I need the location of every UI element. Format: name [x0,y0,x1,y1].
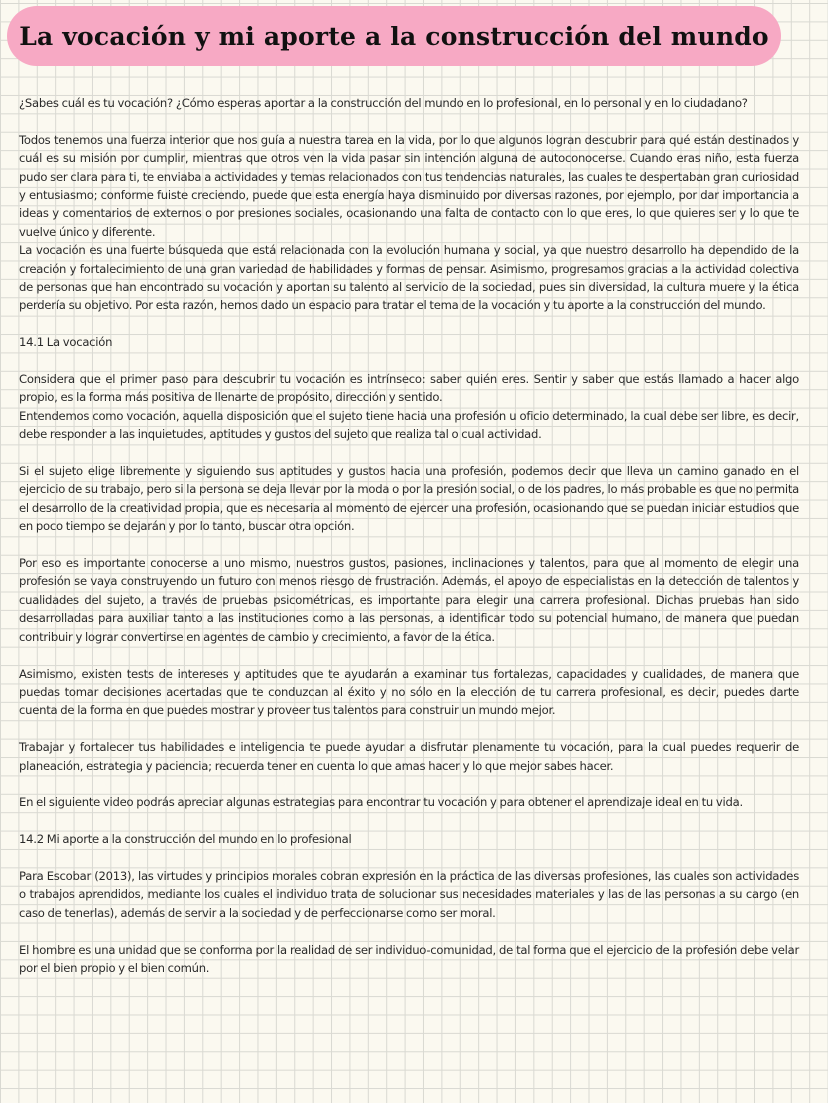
intro-question: ¿Sabes cuál es tu vocación? ¿Cómo esperas aportar a la construcción del mundo en lo profesional, en lo personal y en lo ciudadano? [19,96,748,110]
page-title: La vocación y mi aporte a la construcción del mundo [19,21,769,51]
paragraph-definition: Entendemos como vocación, aquella disposición que el sujeto tiene hacia una profesión u oficio determinado, la cual debe ser libre, es decir, debe responder a las inquietudes, aptitudes y gustos del sujeto que realiza tal o cual actividad. [19,408,799,442]
paragraph-video: En el siguiente video podrás apreciar algunas estrategias para encontrar tu vocación y para obtener el aprendizaje ideal en tu vida. [19,795,743,810]
document-body [19,94,799,977]
paragraph-tests: Asimismo, existen tests de intereses y aptitudes que te ayudarán a examinar tus fortalezas, capacidades y cualidades, de manera que puedas tomar decisiones acertadas que te conduzcan al éxito y no sólo en la elección de tu carrera profesional, es decir, puedes darte cuenta de la forma en que puedes mostrar y proveer tus talentos para construir un mundo mejor. [19,666,799,718]
paragraph-vocation-search: La vocación es una fuerte búsqueda que está relacionada con la evolución humana y social, ya que nuestro desarrollo ha dependido de la creación y fortalecimiento de una gran variedad de habilidades y formas de pensar. Asimismo, progresamos gracias a la actividad colectiva de personas que han encontrado su vocación y aportan su talento al servicio de la sociedad, pues sin diversidad, la cultura muere y la ética perdería su objetivo. Por esta razón, hemos dado un espacio para tratar el tema de la vocación y tu aporte a la construcción del mundo. [19,243,799,313]
section-heading-vocation: 14.1 La vocación [19,335,113,350]
paragraph-individual-community: El hombre es una unidad que se conforma por la realidad de ser individuo-comunidad, de tal forma que el ejercicio de la profesión debe velar por el bien propio y el bien común. [19,942,799,975]
title-banner [7,6,781,66]
paragraph-first-step: Considera que el primer paso para descubrir tu vocación es intrínseco: saber quién eres. Sentir y saber que estás llamado a hacer algo propio, es la forma más positiva de llenarte de propósito, dirección y sentido. [19,372,799,405]
paragraph-know-yourself: Por eso es importante conocerse a uno mismo, nuestros gustos, pasiones, inclinaciones y talentos, para que al momento de elegir una profesión se vaya construyendo un futuro con menos riesgo de frustración. Además, el apoyo de especialistas en la detección de talentos y cualidades del sujeto, a través de pruebas psicométricas, es importante para elegir una carrera profesional. Dichas pruebas han sido desarrolladas para auxiliar tanto a las instituciones como a las personas, a identificar todo su potencial humano, de manera que puedan contribuir y lograr convertirse en agentes de cambio y crecimiento, a favor de la ética. [19,556,799,644]
section-heading-contribution: 14.2 Mi aporte a la construcción del mundo en lo profesional [19,832,352,847]
paragraph-escobar: Para Escobar (2013), las virtudes y principios morales cobran expresión en la práctica de las diversas profesiones, las cuales son actividades o trabajos aprendidos, mediante los cuales el individuo trata de solucionar sus necesidades materiales y las de las personas a su cargo (en caso de tenerlas), además de servir a la sociedad y de perfeccionarse como ser moral. [19,868,799,920]
paragraph-inner-force: Todos tenemos una fuerza interior que nos guía a nuestra tarea en la vida, por lo que algunos logran descubrir para qué están destinados y cuál es su misión por cumplir, mientras que otros ven la vida pasar sin intención alguna de autoconocerse. Cuando eras niño, esta fuerza pudo ser clara para ti, te enviaba a actividades y temas relacionados con tus tendencias naturales, las cuales te despertaban gran curiosidad y entusiasmo; conforme fuiste creciendo, puede que esta energía haya disminuido por diversas razones, por ejemplo, por dar importancia a ideas y comentarios de externos o por presiones sociales, ocasionando una falta de contacto con lo que eres, lo que quieres ser y lo que te vuelve único y diferente. [19,132,799,239]
paragraph-strengthen: Trabajar y fortalecer tus habilidades e inteligencia te puede ayudar a disfrutar plenamente tu vocación, para la cual puedes requerir de planeación, estrategia y paciencia; recuerda tener en cuenta lo que amas hacer y lo que mejor sabes hacer. [19,740,799,773]
paragraph-free-choice: Si el sujeto elige libremente y siguiendo sus aptitudes y gustos hacia una profesión, podemos decir que lleva un camino ganado en el ejercicio de su trabajo, pero si la persona se deja llevar por la moda o por la presión social, o de los padres, lo más probable es que no permita el desarrollo de la creatividad propia, que es necesaria al momento de ejercer una profesión, ocasionando que se puedan iniciar estudios que en poco tiempo se dejarán y por lo tanto, buscar otra opción. [19,464,799,534]
